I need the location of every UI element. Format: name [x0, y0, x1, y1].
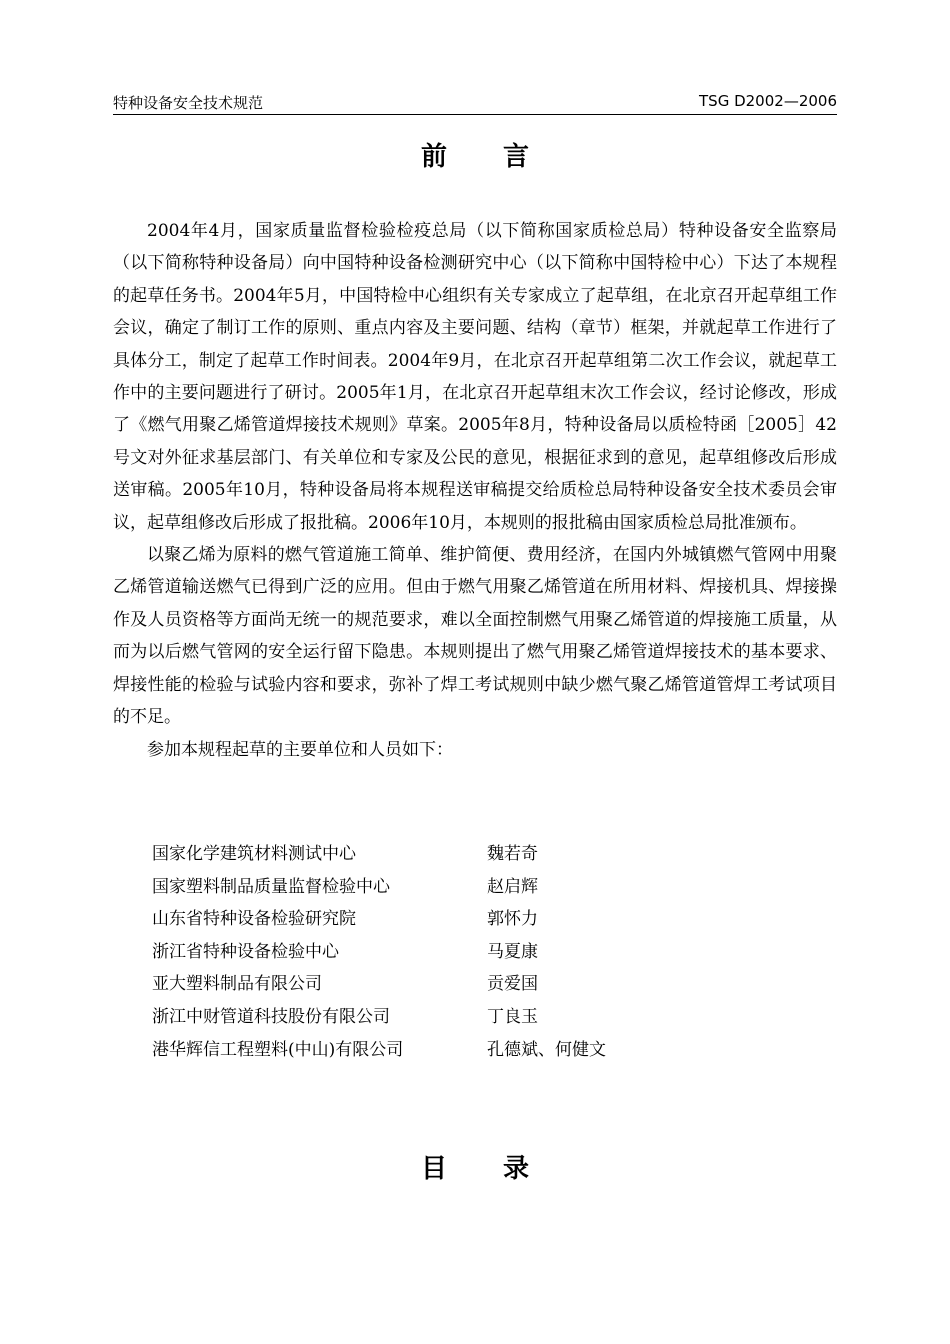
participant-row: [152, 838, 752, 871]
participants-list: [152, 838, 752, 1066]
participant-person: 丁良玉: [487, 1006, 538, 1027]
participant-row: [152, 1034, 752, 1067]
participant-row: [152, 1001, 752, 1034]
toc-title: 目录: [420, 1154, 585, 1184]
preface-paragraph-2: 以聚乙烯为原料的燃气管道施工简单、维护简便、费用经济，在国内外城镇燃气管网中用聚乙烯管道输送燃气已得到广泛的应用。但由于燃气用聚乙烯管道在所用材料、焊接机具、焊接操作及人员资格等方面尚无统一的规范要求，难以全面控制燃气用聚乙烯管道的焊接施工质量，从而为以后燃气管网的安全运行留下隐患。本规则提出了燃气用聚乙烯管道焊接技术的基本要求、焊接性能的检验与试验内容和要求，弥补了焊工考试规则中缺少燃气聚乙烯管道管焊工考试项目的不足。: [113, 545, 837, 728]
preface-paragraph-1: 2004年4月，国家质量监督检验检疫总局（以下简称国家质检总局）特种设备安全监察局（以下简称特种设备局）向中国特种设备检测研究中心（以下简称中国特检中心）下达了本规程的起草任务书。2004年5月，中国特检中心组织有关专家成立了起草组，在北京召开起草组工作会议，确定了制订工作的原则、重点内容及主要问题、结构（章节）框架，并就起草工作进行了具体分工，制定了起草工作时间表。2004年9月，在北京召开起草组第二次工作会议，就起草工作中的主要问题进行了研讨。2005年1月，在北京召开起草组末次工作会议，经讨论修改，形成了《燃气用聚乙烯管道焊接技术规则》草案。2005年8月，特种设备局以质检特函［2005］42号文对外征求基层部门、有关单位和专家及公民的意见，根据征求到的意见，起草组修改后形成送审稿。2005年10月，特种设备局将本规程送审稿提交给质检总局特种设备安全技术委员会审议，起草组修改后形成了报批稿。2006年10月，本规则的报批稿由国家质检总局批准颁布。: [113, 221, 837, 533]
preface-body: [113, 215, 837, 766]
participant-row: [152, 936, 752, 969]
participant-person: 郭怀力: [487, 909, 538, 930]
participant-unit: 浙江省特种设备检验中心: [152, 941, 339, 962]
participant-unit: 浙江中财管道科技股份有限公司: [152, 1006, 390, 1027]
participant-person: 贡爱国: [487, 974, 538, 995]
page-header: [113, 90, 837, 115]
participant-row: [152, 968, 752, 1001]
participant-person: 魏若奇: [487, 844, 538, 864]
participant-unit: 港华辉信工程塑料(中山)有限公司: [152, 1039, 404, 1060]
participant-unit: 国家塑料制品质量监督检验中心: [152, 876, 390, 897]
participant-unit: 山东省特种设备检验研究院: [152, 909, 356, 930]
preface-paragraph-3: 参加本规程起草的主要单位和人员如下：: [147, 739, 453, 760]
participant-person: 马夏康: [487, 941, 538, 962]
header-spec-code: TSG D2002—2006: [699, 92, 837, 110]
participant-unit: 亚大塑料制品有限公司: [152, 974, 322, 995]
participant-row: [152, 871, 752, 904]
participant-row: [152, 903, 752, 936]
participant-person: 孔德斌、何健文: [487, 1039, 606, 1060]
preface-title: 前言: [420, 142, 585, 172]
header-spec-name: 特种设备安全技术规范: [113, 94, 264, 112]
participant-unit: 国家化学建筑材料测试中心: [152, 844, 356, 864]
participant-person: 赵启辉: [487, 876, 538, 897]
